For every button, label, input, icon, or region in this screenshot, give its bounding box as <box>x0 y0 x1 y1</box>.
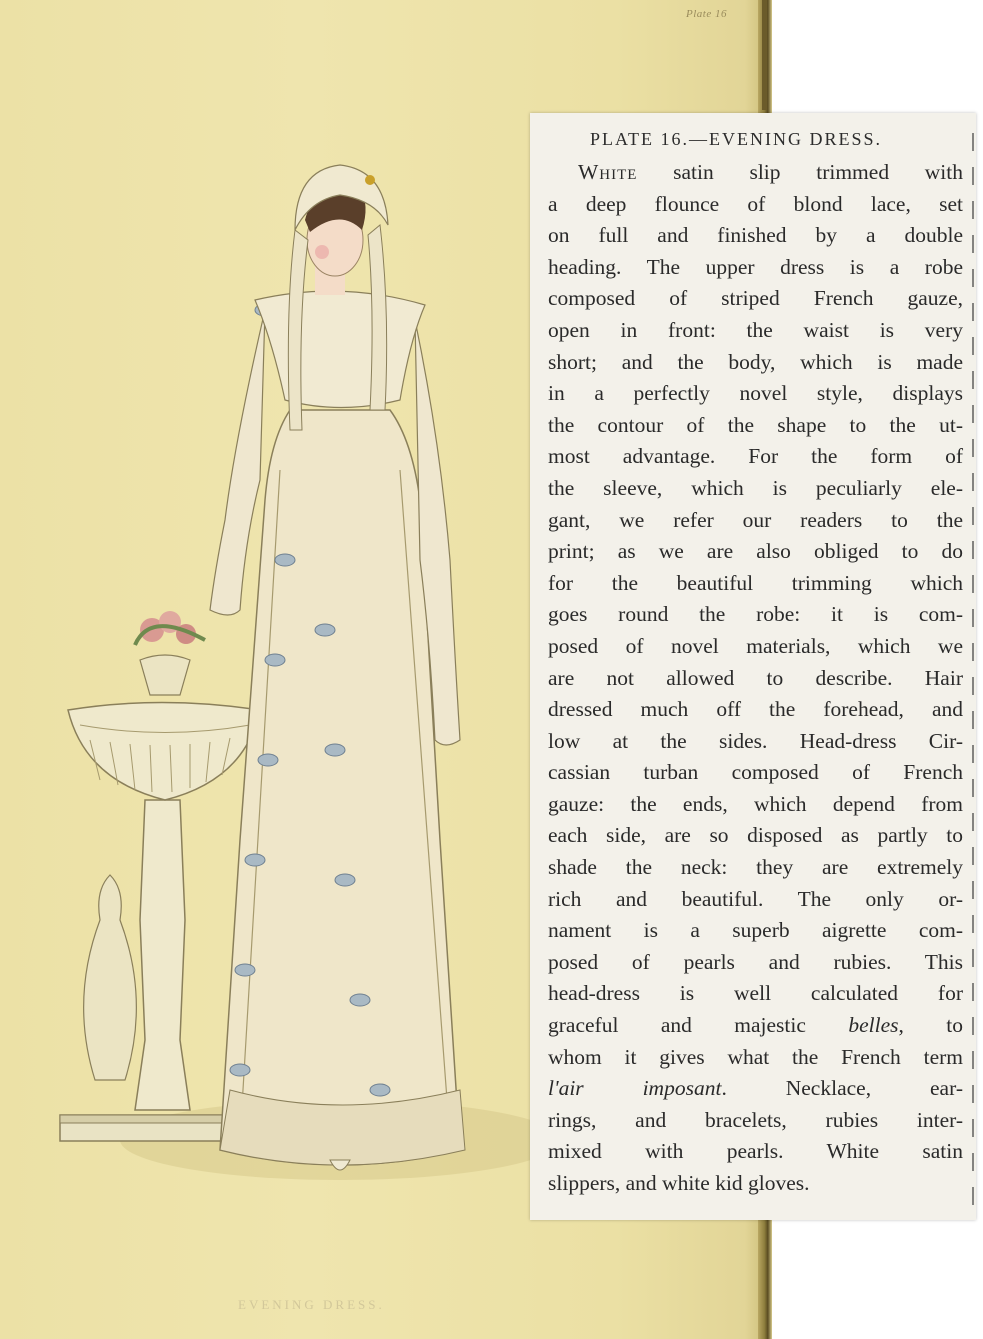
text-line: whom it gives what the French term <box>548 1044 963 1069</box>
text-line: posed of pearls and rubies. This <box>548 949 963 974</box>
fashion-plate-illustration <box>40 140 540 1270</box>
text-line: slippers, and white kid gloves. <box>548 1171 810 1195</box>
text-line: gant, we refer our readers to the <box>548 507 963 532</box>
text-line: goes round the robe: it is com- <box>548 602 963 627</box>
text-line: gauze: the ends, which depend from <box>548 791 963 816</box>
panel-rule <box>972 133 974 1218</box>
text-line: mixed with pearls. White satin <box>548 1139 963 1164</box>
text-line: print; as we are also obliged to do <box>548 539 963 564</box>
text-line: for the beautiful trimming which <box>548 570 963 595</box>
text-line: nament is a superb aigrette com- <box>548 918 963 943</box>
text-line: White satin slip trimmed with <box>578 160 963 184</box>
text-line: rich and beautiful. The only or- <box>548 886 963 911</box>
text-line: rings, and bracelets, rubies inter- <box>548 1107 963 1132</box>
text-line: composed of striped French gauze, <box>548 286 963 311</box>
text-line: on full and finished by a double <box>548 223 963 248</box>
text-line: the sleeve, which is peculiarly ele- <box>548 475 963 500</box>
gutter-shadow <box>762 0 767 110</box>
text-line: are not allowed to describe. Hair <box>548 665 963 690</box>
text-line: posed of novel materials, which we <box>548 633 963 658</box>
text-line: low at the sides. Head-dress Cir- <box>548 728 963 753</box>
text-line: short; and the body, which is made <box>548 349 963 374</box>
article-body <box>548 157 963 1200</box>
text-line: head-dress is well calculated for <box>548 981 963 1006</box>
plate-caption: EVENING DRESS. <box>238 1297 385 1312</box>
article-panel <box>530 113 976 1220</box>
text-line: the contour of the shape to the ut- <box>548 412 963 437</box>
text-line: dressed much off the forehead, and <box>548 697 963 722</box>
text-line: shade the neck: they are extremely <box>548 855 963 880</box>
text-line: heading. The upper dress is a robe <box>548 254 963 279</box>
text-line: graceful and majestic belles, to <box>548 1013 963 1038</box>
text-line: cassian turban composed of French <box>548 760 963 785</box>
plate-number: Plate 16 <box>686 8 727 20</box>
text-line: l'air imposant. Necklace, ear- <box>548 1076 963 1101</box>
text-line: in a perfectly novel style, displays <box>548 381 963 406</box>
text-line: each side, are so disposed as partly to <box>548 823 963 848</box>
text-line: most advantage. For the form of <box>548 444 963 469</box>
text-line: a deep flounce of blond lace, set <box>548 191 963 216</box>
text-line: open in front: the waist is very <box>548 317 963 342</box>
article-title: PLATE 16.—EVENING DRESS. <box>590 129 883 149</box>
